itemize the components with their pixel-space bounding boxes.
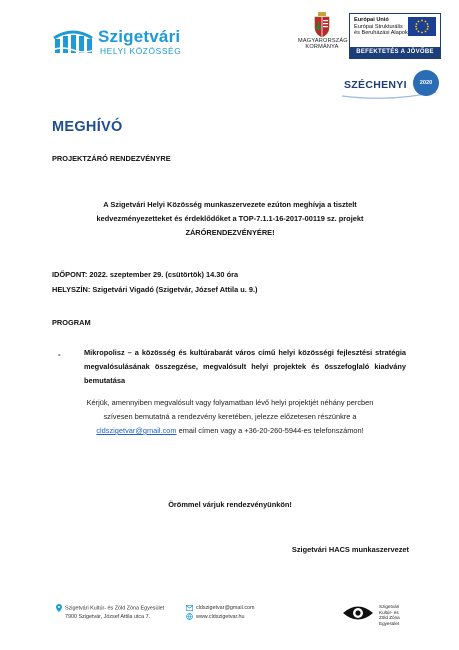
footer-address-line1: Szigetvári Kultúr- és Zöld Zóna Egyesület	[65, 605, 165, 612]
location-pin-icon	[56, 604, 62, 612]
footer-contact	[186, 604, 255, 621]
footer-logo-line4: Egyesület	[379, 620, 400, 626]
gov-logo-line1: MAGYARORSZÁG	[298, 38, 348, 44]
footer-logo-line2: Kultúr- és	[379, 609, 399, 615]
mail-icon	[186, 605, 193, 611]
program-item: Mikropolisz – a közösség és kultúrabarát város című helyi közösségi fejlesztési stratégia megvalósulásának összegzése, megvalósult helyi projektek és összefoglaló kiadvány bemutatása	[84, 348, 406, 385]
eu-flag-icon	[408, 17, 436, 36]
org-logo-title: Szigetvári	[98, 27, 181, 46]
intro-line-1: A Szigetvári Helyi Közösség munkaszervezete ezúton meghívja a tisztelt	[103, 200, 357, 209]
org-logo	[52, 24, 192, 60]
intro-line-3: ZÁRÓRENDEZVÉNYÉRE!	[185, 228, 275, 237]
szechenyi-2020-logo	[340, 66, 446, 102]
coat-of-arms-icon	[312, 12, 332, 38]
szechenyi-word: SZÉCHENYI	[344, 79, 407, 91]
welcome-text: Örömmel várjuk rendezvényünkön!	[168, 500, 292, 509]
globe-icon	[186, 613, 193, 620]
bullet-dash: -	[58, 350, 61, 359]
footer-logo-line3: Zöld Zóna	[379, 615, 400, 621]
gov-logo-line2: KORMÁNYA	[305, 44, 339, 51]
eu-slogan: BEFEKTETÉS A JÖVŐBE	[350, 47, 440, 58]
footer-email[interactable]: cldszigetvar@gmail.com	[196, 605, 255, 611]
szechenyi-year: 2020	[419, 80, 433, 86]
event-time: IDŐPONT: 2022. szeptember 29. (csütörtök) 14.30 óra	[52, 270, 239, 279]
eu-line3: és Beruházási Alapok	[354, 30, 408, 37]
footer-address-line2: 7900 Szigetvár, József Attila utca 7.	[65, 614, 151, 621]
body-line-3: email címen vagy a +36-20-260-5944-es telefonszámon!	[176, 426, 364, 435]
body-line-2: szívesen bemutatná a rendezvény keretében, jelezze előzetesen részünkre a	[103, 412, 357, 421]
body-line-1: Kérjük, amennyiben megvalósult vagy folyamatban lévő helyi projektjét néhány percben	[86, 398, 374, 407]
eye-logo-icon	[342, 602, 374, 624]
bridge-logo-icon	[52, 28, 94, 54]
event-location: HELYSZÍN: Szigetvári Vigadó (Szigetvár, József Attila u. 9.)	[52, 285, 258, 294]
footer-logo-line1: Szigetvári	[379, 604, 400, 609]
footer-address	[56, 604, 164, 622]
org-logo-subtitle: HELYI KÖZÖSSÉG	[100, 46, 182, 56]
eu-funding-badge	[349, 13, 441, 59]
intro-line-2: kedvezményezetteket és érdeklődőket a TOP-7.1.1-16-2017-00119 sz. projekt	[96, 214, 364, 223]
page-subtitle: PROJEKTZÁRÓ RENDEZVÉNYRE	[52, 154, 171, 163]
eu-line1: Európai Unió	[354, 17, 389, 23]
eu-line2: Európai Strukturális	[354, 23, 403, 30]
body-paragraph	[52, 396, 408, 438]
email-link[interactable]: cldszigetvar@gmail.com	[96, 426, 177, 435]
government-logo	[298, 12, 346, 58]
footer-website[interactable]: www.cldszigetvar.hu	[196, 613, 245, 620]
signature: Szigetvári HACS munkaszervezet	[291, 545, 409, 554]
program-heading: PROGRAM	[52, 318, 91, 327]
page-title: MEGHÍVÓ	[52, 119, 123, 135]
footer-logo-text	[379, 604, 400, 626]
intro-paragraph	[52, 198, 408, 240]
